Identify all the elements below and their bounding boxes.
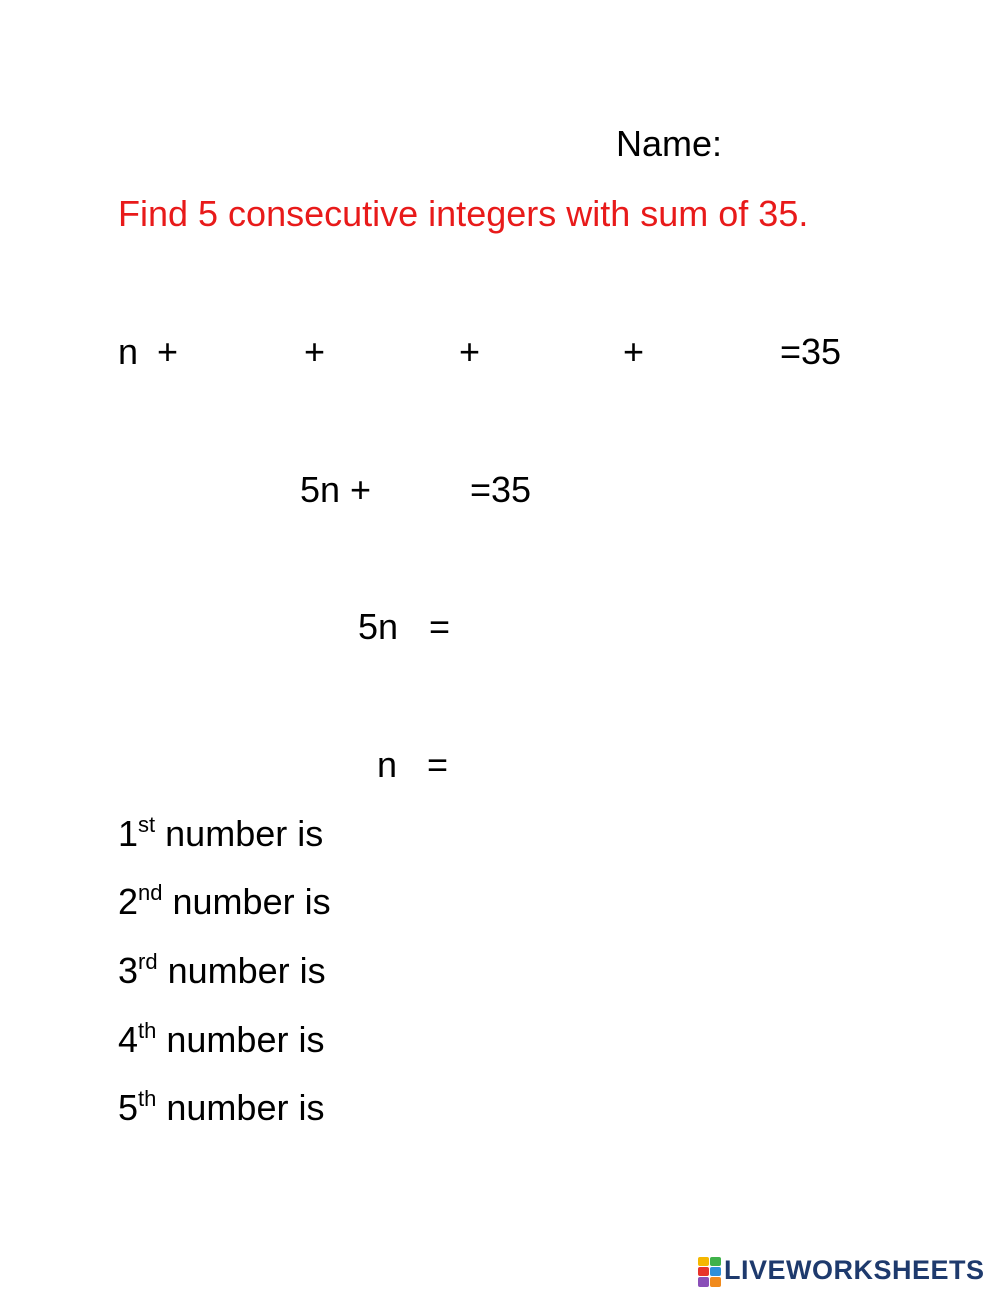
equation-3-left: 5n <box>358 606 399 647</box>
liveworksheets-logo <box>698 1255 985 1286</box>
liveworksheets-mark-icon <box>698 1257 720 1285</box>
problem-prompt: Find 5 consecutive integers with sum of 35. <box>118 193 809 234</box>
answer-line-3: 3rd number is <box>118 949 326 991</box>
answer-line-1: 1st number is <box>118 812 324 854</box>
answer-line-4: 4th number is <box>118 1018 325 1060</box>
equation-4-left: n <box>377 744 398 785</box>
answer-line-2: 2nd number is <box>118 880 331 922</box>
answer-line-5: 5th number is <box>118 1086 325 1128</box>
equals-35: =35 <box>780 331 842 372</box>
equation-4-equals: = <box>427 744 449 785</box>
plus-sign: + <box>157 331 179 372</box>
equation-2-right: =35 <box>470 469 532 510</box>
plus-sign: + <box>304 331 326 372</box>
liveworksheets-wordmark: LIVEWORKSHEETS <box>724 1255 985 1285</box>
equation-3-equals: = <box>429 606 451 647</box>
term-n: n <box>118 331 139 372</box>
equation-2-left: 5n + <box>300 469 372 510</box>
plus-sign: + <box>459 331 481 372</box>
name-label: Name: <box>616 123 723 164</box>
plus-sign: + <box>623 331 645 372</box>
